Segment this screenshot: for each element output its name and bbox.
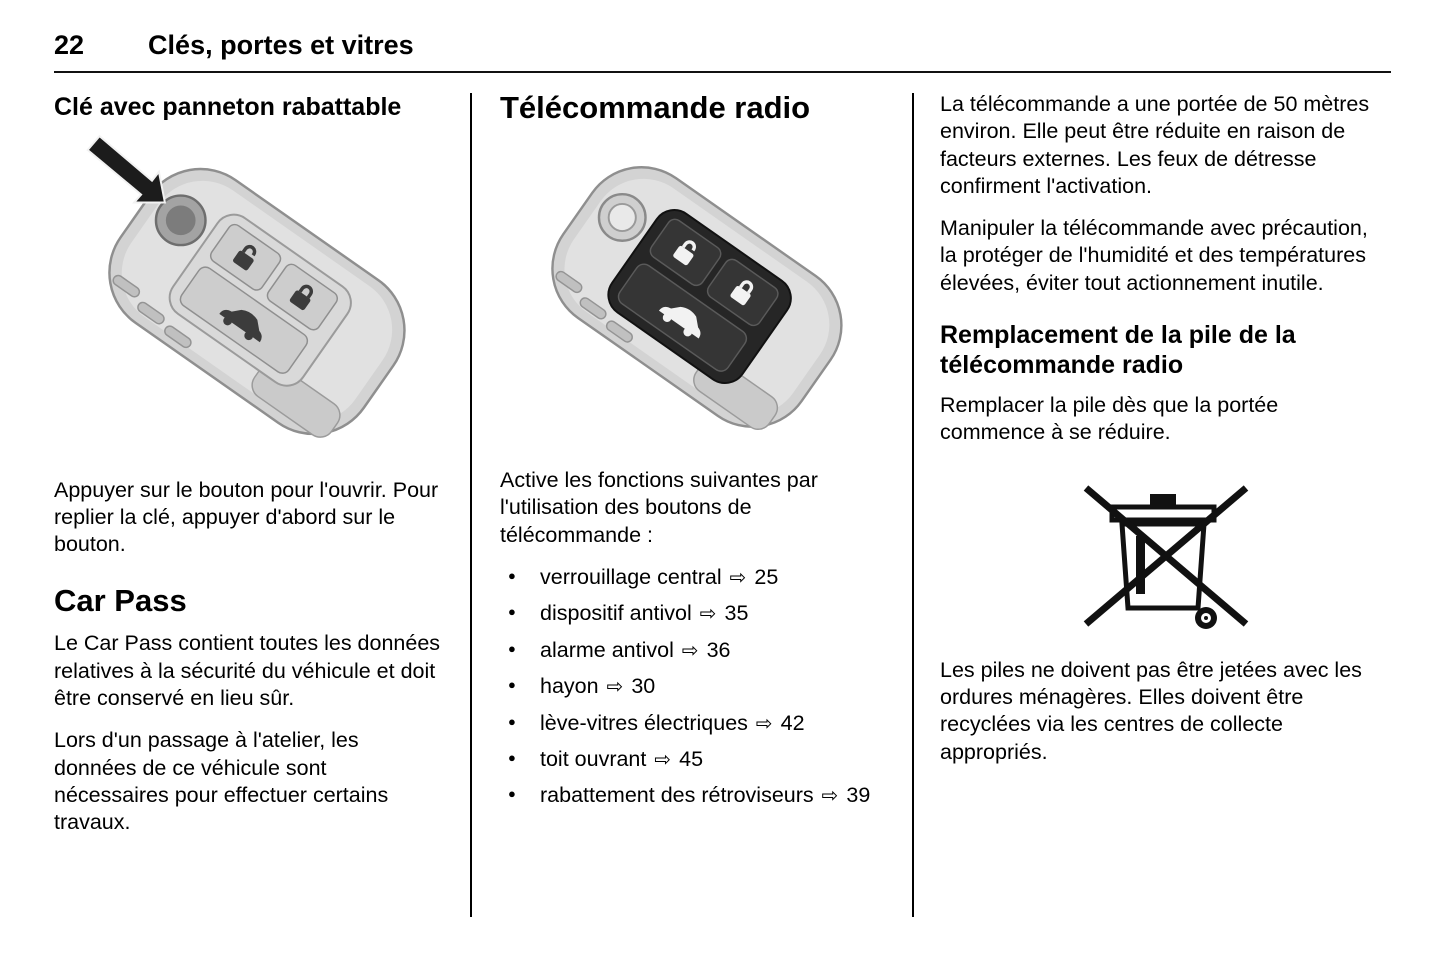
function-label: hayon xyxy=(540,674,599,699)
column-3 xyxy=(914,91,1391,919)
remote-range-text: La télécommande a une portée de 50 mètres environ. Elle peut être réduite en raison de facteurs externes. Les feux de détresse confirment l'activation. xyxy=(940,92,1370,198)
page-reference-number: 35 xyxy=(724,601,749,626)
column-2 xyxy=(472,91,912,919)
battery-replacement-heading: Remplacement de la pile de la télécommande radio xyxy=(940,321,1296,379)
car-pass-heading: Car Pass xyxy=(54,583,187,619)
page-reference-arrow-icon: ⇨ xyxy=(699,603,717,626)
list-item xyxy=(500,600,896,627)
list-item xyxy=(500,710,896,737)
bullet-icon: ● xyxy=(508,749,516,765)
page-reference-number: 42 xyxy=(780,710,805,735)
flip-key-heading: Clé avec panneton rabattable xyxy=(54,93,402,121)
page-reference-number: 36 xyxy=(706,637,731,662)
column-1 xyxy=(54,91,470,919)
page-reference-number: 39 xyxy=(846,783,871,808)
content-columns xyxy=(54,91,1391,919)
function-label: lève-vitres électriques xyxy=(540,710,748,735)
remote-intro-text: Active les fonctions suivantes par l'utilisation des boutons de télécommande : xyxy=(500,468,818,547)
function-label: toit ouvrant xyxy=(540,746,647,771)
list-item xyxy=(500,782,896,809)
function-label: alarme antivol xyxy=(540,637,674,662)
page-header xyxy=(54,30,1391,73)
page-reference-number: 25 xyxy=(754,564,779,589)
function-label: verrouillage central xyxy=(540,564,722,589)
bullet-icon: ● xyxy=(508,677,516,693)
chapter-title: Clés, portes et vitres xyxy=(148,30,414,60)
weee-crossed-bin-icon xyxy=(1070,462,1256,638)
flip-key-image xyxy=(54,135,450,467)
remote-key-image xyxy=(500,137,888,457)
list-item xyxy=(500,746,896,773)
bullet-icon: ● xyxy=(508,640,516,656)
bullet-icon: ● xyxy=(508,567,516,583)
press-button-arrow-icon xyxy=(88,136,165,202)
list-item xyxy=(500,673,896,700)
bullet-icon: ● xyxy=(508,713,516,729)
page-reference-arrow-icon: ⇨ xyxy=(654,748,672,771)
remote-care-text: Manipuler la télécommande avec précaution, la protéger de l'humidité et des températures élevées, éviter tout actionnement inutile. xyxy=(940,216,1368,295)
page-reference-arrow-icon: ⇨ xyxy=(729,566,747,589)
remote-key-figure xyxy=(500,137,896,457)
function-label: dispositif antivol xyxy=(540,601,692,626)
remote-heading: Télécommande radio xyxy=(500,90,811,125)
page-reference-arrow-icon: ⇨ xyxy=(755,712,773,735)
page-reference-number: 30 xyxy=(631,674,656,699)
page-number: 22 xyxy=(54,30,85,60)
flip-key-figure xyxy=(54,135,444,467)
battery-replacement-text: Remplacer la pile dès que la portée commence à se réduire. xyxy=(940,393,1279,445)
battery-disposal-text: Les piles ne doivent pas être jetées avec les ordures ménagères. Elles doivent être recyclées via les centres de collecte appropriés. xyxy=(940,657,1362,764)
car-pass-text-1: Le Car Pass contient toutes les données relatives à la sécurité du véhicule et doit être conservé en lieu sûr. xyxy=(54,631,441,711)
flip-key-text: Appuyer sur le bouton pour l'ouvrir. Pour replier la clé, appuyer d'abord sur le bouton. xyxy=(54,477,439,557)
page-reference-number: 45 xyxy=(679,746,704,771)
function-label: rabattement des rétroviseurs xyxy=(540,783,814,808)
list-item xyxy=(500,564,896,591)
remote-function-list xyxy=(500,564,896,810)
car-pass-text-2: Lors d'un passage à l'atelier, les données de ce véhicule sont nécessaires pour effectuer certains travaux. xyxy=(54,728,389,835)
bullet-icon: ● xyxy=(508,786,516,802)
list-item xyxy=(500,637,896,664)
page-reference-arrow-icon: ⇨ xyxy=(821,785,839,808)
bullet-icon: ● xyxy=(508,604,516,620)
recycle-figure xyxy=(940,462,1385,643)
page-reference-arrow-icon: ⇨ xyxy=(606,676,624,699)
page-reference-arrow-icon: ⇨ xyxy=(681,639,699,662)
